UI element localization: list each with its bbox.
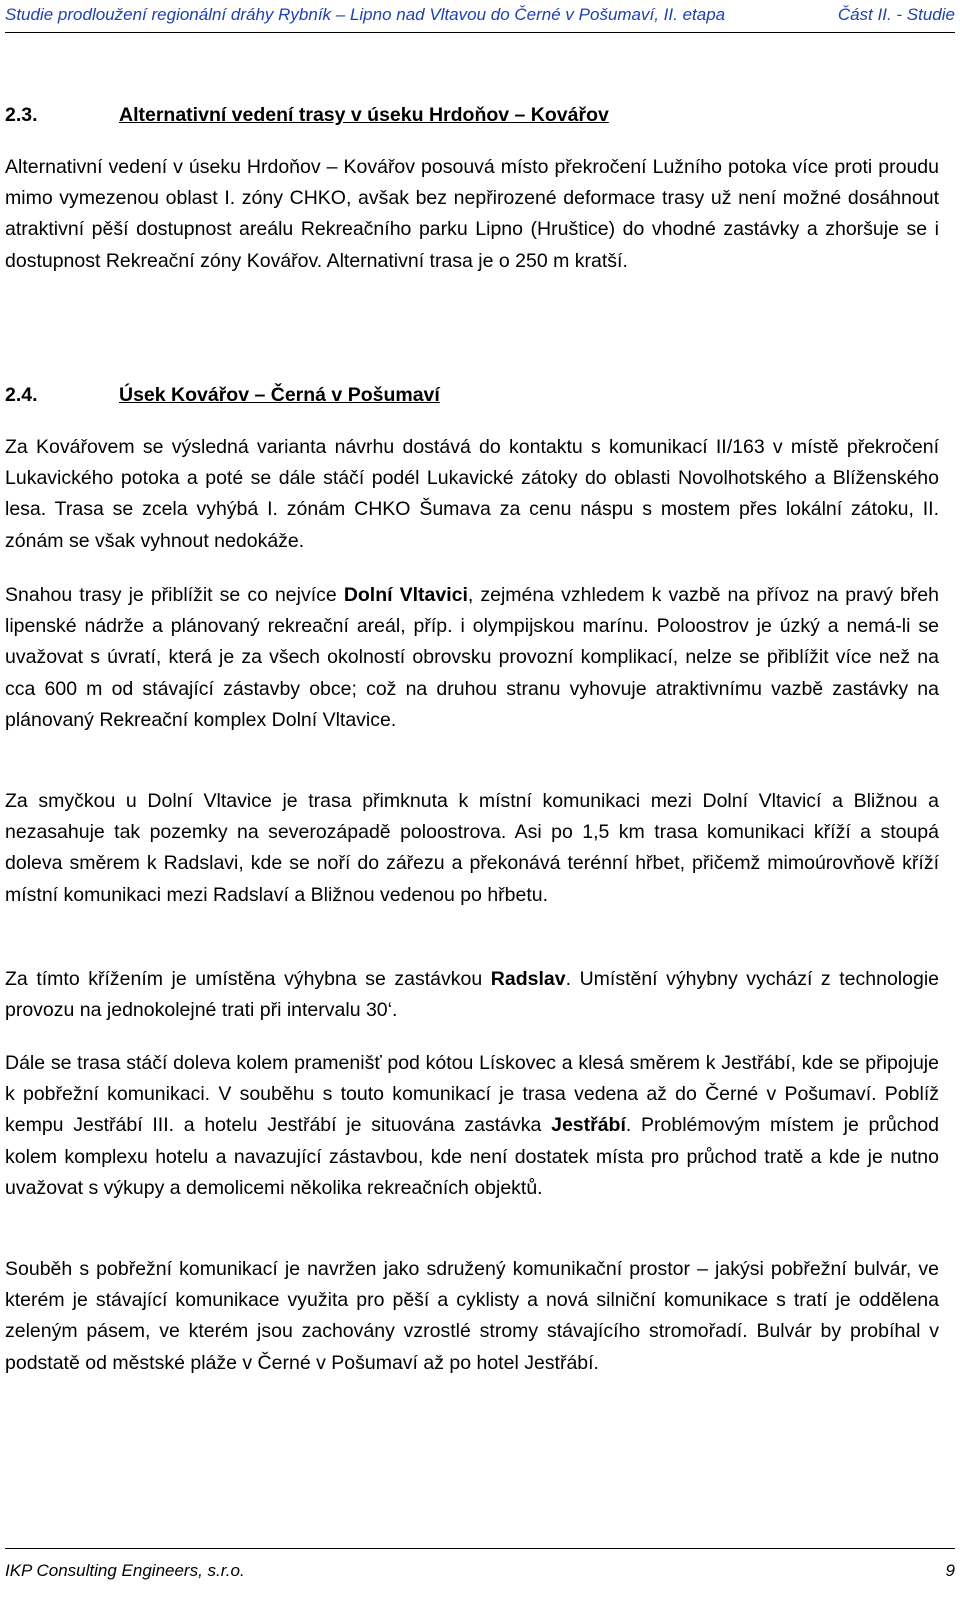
stop-name-jestrabi: Jestřábí — [551, 1114, 626, 1137]
header-part-label: Část II. - Studie — [837, 5, 955, 24]
paragraph-2 — [5, 580, 939, 736]
header-document-title: Studie prodloužení regionální dráhy Rybník – Lipno nad Vltavou do Černé v Pošumaví, II. etapa — [5, 5, 726, 24]
section-title: Alternativní vedení trasy v úseku Hrdoňov – Kovářov — [119, 104, 609, 126]
paragraph-5-text-a: Dále se trasa stáčí doleva kolem pramenišť pod kótou Lískovec a klesá směrem k Jestřábí, kde se připojuje k pobřežní komunikaci. V souběhu s touto komunikací je trasa vedena až do Černé v Pošumaví. Poblíž kempu Jestřábí III. a hotelu Jestřábí je situována zastávka — [5, 1052, 939, 1137]
page-header — [5, 2, 955, 33]
section-number: 2.4. — [5, 384, 38, 406]
paragraph-2-text-a: Snahou trasy je přiblížit se co nejvíce — [5, 584, 344, 606]
section-title: Úsek Kovářov – Černá v Pošumaví — [119, 384, 440, 406]
paragraph-3: Za smyčkou u Dolní Vltavice je trasa přimknuta k místní komunikaci mezi Dolní Vltavicí a Bližnou a nezasahuje tak pozemky na severozápadě poloostrova. Asi po 1,5 km trasa komunikaci kříží a stoupá doleva směrem k Radslavi, kde se noří do zářezu a překonává terénní hřbet, přičemž mimoúrovňově kříží místní komunikaci mezi Radslaví a Bližnou vedenou po hřbetu. — [5, 790, 939, 906]
page-number: 9 — [945, 1561, 955, 1580]
paragraph-5-text-b: . Problémovým místem je průchod kolem komplexu hotelu a navazující zástavbou, kde není dostatek místa pro průchod tratě a kde je nutno uvažovat s výkupy a demolicemi několika rekreačních objektů. — [5, 1114, 939, 1199]
paragraph-1: Za Kovářovem se výsledná varianta návrhu dostává do kontaktu s komunikací II/163 v místě překročení Lukavického potoka a poté se dále stáčí podél Lukavické zátoky do oblasti Novolhotského a Blíženského lesa. Trasa se zcela vyhýbá I. zónám CHKO Šumava za cenu náspu s mostem přes lokální zátoku, II. zónám se však vyhnout nedokáže. — [5, 436, 939, 552]
paragraph-5 — [5, 1048, 939, 1204]
place-name-dolni-vltavici: Dolní Vltavici — [343, 584, 468, 606]
paragraph-4-text-b: . Umístění výhybny vychází z technologie provozu na jednokolejné trati při intervalu 30‘. — [5, 968, 939, 1022]
footer-company: IKP Consulting Engineers, s.r.o. — [5, 1561, 245, 1580]
paragraph-4-text-a: Za tímto křížením je umístěna výhybna se zastávkou — [5, 968, 491, 990]
paragraph-6: Souběh s pobřežní komunikací je navržen jako sdružený komunikační prostor – jakýsi pobřežní bulvár, ve kterém je stávající komunikace využita pro pěší a cyklisty a nová silniční komunikace s tratí je oddělena zeleným pásem, ve kterém jsou zachovány vzrostlé stromy stávajícího stromořadí. Bulvár by probíhal v podstatě od městské pláže v Černé v Pošumaví až po hotel Jestřábí. — [5, 1258, 939, 1374]
section-2-3-paragraph: Alternativní vedení v úseku Hrdoňov – Kovářov posouvá místo překročení Lužního potoka více proti proudu mimo vymezenou oblast I. zóny CHKO, avšak bez nepřirozené deformace trasy už není možné dosáhnout atraktivní pěší dostupnost areálu Rekreačního parku Lipno (Hruštice) do vhodné zastávky a zhoršuje se i dostupnost Rekreační zóny Kovářov. Alternativní trasa je o 250 m kratší. — [5, 156, 939, 272]
page-footer — [5, 1548, 955, 1589]
paragraph-4 — [5, 964, 939, 1026]
paragraph-2-text-b: , zejména vzhledem k vazbě na přívoz na pravý břeh lipenské nádrže a plánovaný rekreační areál, příp. i olympijskou marínu. Poloostrov je úzký a nemá-li se uvažovat s úvratí, která je za všech okolností obrovsku provozní komplikací, nelze se přiblížit více než na cca 600 m od stávající zástavby obce; což na druhou stranu vyhovuje atraktivnímu vazbě zastávky na plánovaný Rekreační komplex Dolní Vltavice. — [5, 584, 939, 731]
section-number: 2.3. — [5, 104, 38, 126]
stop-name-radslav: Radslav — [490, 968, 566, 990]
